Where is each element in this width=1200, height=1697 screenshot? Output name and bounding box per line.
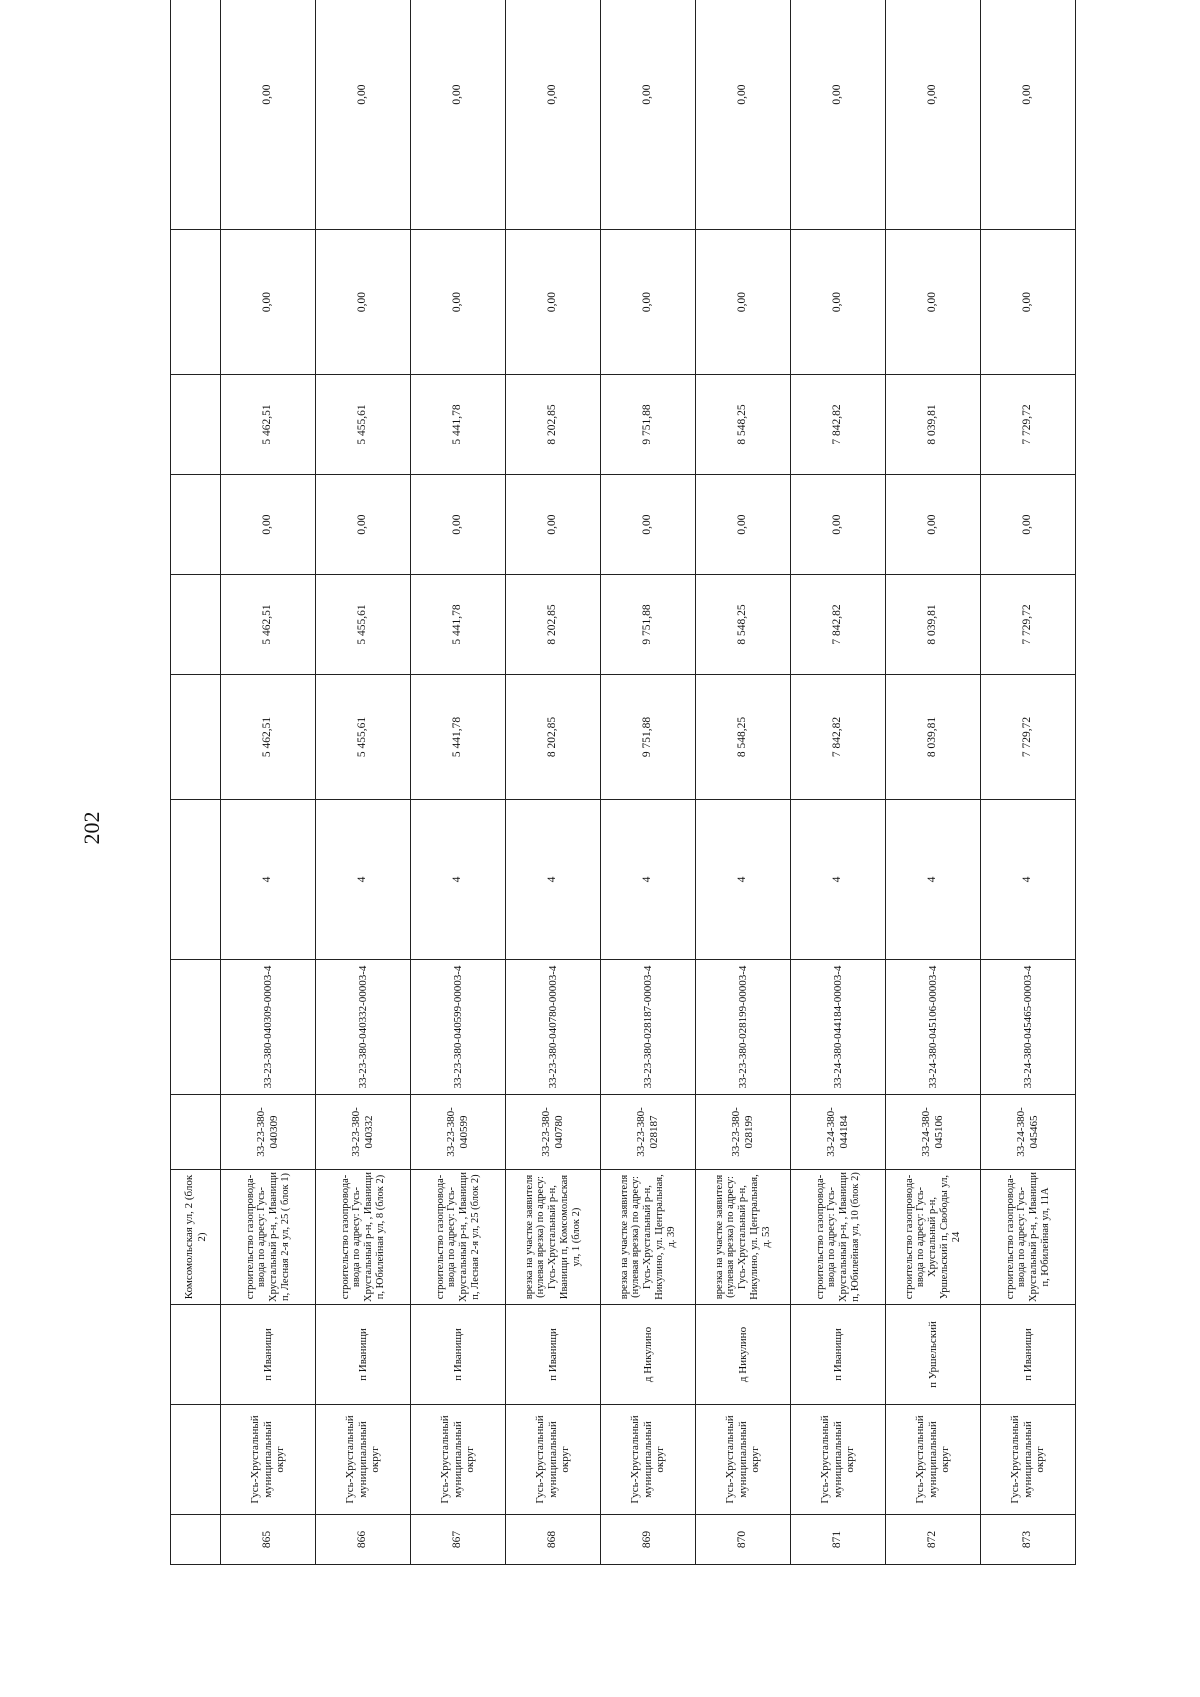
cell-settlement: п Иванищи xyxy=(506,1305,601,1405)
cell-empty xyxy=(171,475,221,575)
cell-settlement: п Уршельский xyxy=(886,1305,981,1405)
cell-municipality: Гусь-Хрустальный муниципальный округ xyxy=(981,1405,1076,1515)
cell-category: 4 xyxy=(601,800,696,960)
cell-object-code: 33-23-380-040780 xyxy=(506,1095,601,1170)
cell-value-2: 5 462,51 xyxy=(221,575,316,675)
cell-value-5: 0,00 xyxy=(791,230,886,375)
cell-settlement: п Иванищи xyxy=(981,1305,1076,1405)
cell-settlement: п Иванищи xyxy=(221,1305,316,1405)
cell-value-6: 0,00 xyxy=(221,0,316,230)
cell-row-number: 872 xyxy=(886,1515,981,1565)
cell-settlement: п Иванищи xyxy=(316,1305,411,1405)
cell-value-2: 9 751,88 xyxy=(601,575,696,675)
cell-value-5: 0,00 xyxy=(886,230,981,375)
cell-category: 4 xyxy=(791,800,886,960)
table-row xyxy=(791,0,886,1565)
cell-full-code: 33-23-380-040332-00003-4 xyxy=(316,960,411,1095)
cell-value-3: 0,00 xyxy=(601,475,696,575)
cell-empty xyxy=(171,375,221,475)
cell-value-4: 7 729,72 xyxy=(981,375,1076,475)
cell-empty xyxy=(171,1405,221,1515)
cell-row-number: 869 xyxy=(601,1515,696,1565)
cell-value-1: 5 441,78 xyxy=(411,675,506,800)
table-row xyxy=(411,0,506,1565)
cell-value-1: 5 462,51 xyxy=(221,675,316,800)
cell-category: 4 xyxy=(886,800,981,960)
cell-value-4: 5 462,51 xyxy=(221,375,316,475)
cell-settlement: п Иванищи xyxy=(411,1305,506,1405)
cell-object-code: 33-23-380-028187 xyxy=(601,1095,696,1170)
cell-empty xyxy=(171,1515,221,1565)
cell-description: Комсомольская ул, 2 (блок 2) xyxy=(171,1170,221,1305)
cell-object-code: 33-23-380-028199 xyxy=(696,1095,791,1170)
cell-description: строительство газопровода-ввода по адресу: Гусь-Хрустальный р-н, , Иванищи п, Юбилейная ул, 11А xyxy=(981,1170,1076,1305)
cell-municipality: Гусь-Хрустальный муниципальный округ xyxy=(411,1405,506,1515)
cell-category: 4 xyxy=(316,800,411,960)
cell-value-3: 0,00 xyxy=(981,475,1076,575)
rotated-table xyxy=(170,60,1090,1565)
cell-row-number: 873 xyxy=(981,1515,1076,1565)
cell-object-code: 33-23-380-040599 xyxy=(411,1095,506,1170)
table-row xyxy=(696,0,791,1565)
cell-settlement: д Никулино xyxy=(601,1305,696,1405)
cell-row-number: 868 xyxy=(506,1515,601,1565)
cell-category: 4 xyxy=(506,800,601,960)
cell-empty xyxy=(171,575,221,675)
cell-row-number: 865 xyxy=(221,1515,316,1565)
cell-description: строительство газопровода-ввода по адресу: Гусь-Хрустальный р-н, , Иванищи п, Лесная 2-я ул, 25 ( блок 1) xyxy=(221,1170,316,1305)
cell-empty xyxy=(171,1095,221,1170)
continuation-row xyxy=(171,0,221,1565)
table-container xyxy=(170,60,1090,1565)
cell-empty xyxy=(171,800,221,960)
cell-settlement: д Никулино xyxy=(696,1305,791,1405)
cell-municipality: Гусь-Хрустальный муниципальный округ xyxy=(221,1405,316,1515)
cell-category: 4 xyxy=(411,800,506,960)
cell-value-5: 0,00 xyxy=(981,230,1076,375)
cell-value-3: 0,00 xyxy=(316,475,411,575)
cell-value-3: 0,00 xyxy=(696,475,791,575)
cell-full-code: 33-23-380-040309-00003-4 xyxy=(221,960,316,1095)
cell-value-2: 8 548,25 xyxy=(696,575,791,675)
cell-value-5: 0,00 xyxy=(696,230,791,375)
cell-value-1: 8 548,25 xyxy=(696,675,791,800)
cell-value-1: 5 455,61 xyxy=(316,675,411,800)
cell-full-code: 33-24-380-045106-00003-4 xyxy=(886,960,981,1095)
cell-value-4: 8 202,85 xyxy=(506,375,601,475)
cell-value-3: 0,00 xyxy=(411,475,506,575)
cell-value-5: 0,00 xyxy=(316,230,411,375)
cell-value-4: 7 842,82 xyxy=(791,375,886,475)
cell-row-number: 866 xyxy=(316,1515,411,1565)
cell-value-2: 7 842,82 xyxy=(791,575,886,675)
cell-full-code: 33-23-380-028187-00003-4 xyxy=(601,960,696,1095)
cell-category: 4 xyxy=(981,800,1076,960)
cell-municipality: Гусь-Хрустальный муниципальный округ xyxy=(506,1405,601,1515)
cell-description: строительство газопровода-ввода по адресу: Гусь-Хрустальный р-н, , Иванищи п, Юбилейная ул, 8 (блок 2) xyxy=(316,1170,411,1305)
table-row xyxy=(221,0,316,1565)
cell-value-5: 0,00 xyxy=(506,230,601,375)
cell-municipality: Гусь-Хрустальный муниципальный округ xyxy=(696,1405,791,1515)
cell-value-5: 0,00 xyxy=(411,230,506,375)
cell-value-6: 0,00 xyxy=(981,0,1076,230)
cell-value-3: 0,00 xyxy=(221,475,316,575)
cell-value-4: 8 548,25 xyxy=(696,375,791,475)
cell-value-6: 0,00 xyxy=(316,0,411,230)
cell-full-code: 33-24-380-044184-00003-4 xyxy=(791,960,886,1095)
cell-object-code: 33-24-380-044184 xyxy=(791,1095,886,1170)
cell-row-number: 871 xyxy=(791,1515,886,1565)
cell-full-code: 33-23-380-040599-00003-4 xyxy=(411,960,506,1095)
cell-description: врезка на участке заявителя (нулевая врезка) по адресу: Гусь-Хрустальный р-н, Никулино, ул. Центральная, д. 39 xyxy=(601,1170,696,1305)
cell-municipality: Гусь-Хрустальный муниципальный округ xyxy=(601,1405,696,1515)
cell-value-3: 0,00 xyxy=(506,475,601,575)
cell-value-2: 5 441,78 xyxy=(411,575,506,675)
cell-description: строительство газопровода-ввода по адресу: Гусь-Хрустальный р-н, Уршельский п, Свободы ул, 24 xyxy=(886,1170,981,1305)
cell-empty xyxy=(171,675,221,800)
cell-municipality: Гусь-Хрустальный муниципальный округ xyxy=(316,1405,411,1515)
cell-description: строительство газопровода-ввода по адресу: Гусь-Хрустальный р-н, , Иванищи п, Лесная 2-я ул, 25 (блок 2) xyxy=(411,1170,506,1305)
cell-empty xyxy=(171,960,221,1095)
cell-value-1: 8 202,85 xyxy=(506,675,601,800)
page-number: 202 xyxy=(79,811,104,845)
cell-value-6: 0,00 xyxy=(411,0,506,230)
cell-full-code: 33-24-380-045465-00003-4 xyxy=(981,960,1076,1095)
data-table xyxy=(170,0,1076,1565)
table-row xyxy=(316,0,411,1565)
cell-full-code: 33-23-380-040780-00003-4 xyxy=(506,960,601,1095)
cell-row-number: 867 xyxy=(411,1515,506,1565)
cell-category: 4 xyxy=(696,800,791,960)
cell-value-6: 0,00 xyxy=(506,0,601,230)
cell-object-code: 33-24-380-045106 xyxy=(886,1095,981,1170)
cell-value-5: 0,00 xyxy=(601,230,696,375)
cell-value-2: 5 455,61 xyxy=(316,575,411,675)
cell-value-4: 5 455,61 xyxy=(316,375,411,475)
cell-value-1: 9 751,88 xyxy=(601,675,696,800)
cell-value-1: 7 842,82 xyxy=(791,675,886,800)
cell-empty xyxy=(171,230,221,375)
cell-settlement: п Иванищи xyxy=(791,1305,886,1405)
table-row xyxy=(981,0,1076,1565)
cell-value-3: 0,00 xyxy=(791,475,886,575)
cell-value-2: 7 729,72 xyxy=(981,575,1076,675)
cell-full-code: 33-23-380-028199-00003-4 xyxy=(696,960,791,1095)
cell-municipality: Гусь-Хрустальный муниципальный округ xyxy=(886,1405,981,1515)
cell-row-number: 870 xyxy=(696,1515,791,1565)
cell-value-6: 0,00 xyxy=(886,0,981,230)
table-row xyxy=(506,0,601,1565)
table-row xyxy=(886,0,981,1565)
cell-municipality: Гусь-Хрустальный муниципальный округ xyxy=(791,1405,886,1515)
cell-description: строительство газопровода-ввода по адресу: Гусь-Хрустальный р-н, , Иванищи п, Юбилейная ул, 10 (блок 2) xyxy=(791,1170,886,1305)
cell-empty xyxy=(171,0,221,230)
cell-value-2: 8 202,85 xyxy=(506,575,601,675)
cell-value-5: 0,00 xyxy=(221,230,316,375)
cell-value-1: 7 729,72 xyxy=(981,675,1076,800)
table-row xyxy=(601,0,696,1565)
cell-object-code: 33-23-380-040309 xyxy=(221,1095,316,1170)
cell-value-4: 9 751,88 xyxy=(601,375,696,475)
cell-value-3: 0,00 xyxy=(886,475,981,575)
cell-object-code: 33-23-380-040332 xyxy=(316,1095,411,1170)
cell-value-2: 8 039,81 xyxy=(886,575,981,675)
cell-value-4: 5 441,78 xyxy=(411,375,506,475)
cell-value-1: 8 039,81 xyxy=(886,675,981,800)
cell-value-6: 0,00 xyxy=(601,0,696,230)
cell-description: врезка на участке заявителя (нулевая врезка) по адресу: Гусь-Хрустальный р-н, Иванищи п, Комсомольская ул, 1 (блок 2) xyxy=(506,1170,601,1305)
cell-value-6: 0,00 xyxy=(791,0,886,230)
cell-value-6: 0,00 xyxy=(696,0,791,230)
cell-empty xyxy=(171,1305,221,1405)
cell-description: врезка на участке заявителя (нулевая врезка) по адресу: Гусь-Хрустальный р-н, Никулино, ул. Центральная, д. 53 xyxy=(696,1170,791,1305)
cell-value-4: 8 039,81 xyxy=(886,375,981,475)
cell-category: 4 xyxy=(221,800,316,960)
cell-object-code: 33-24-380-045465 xyxy=(981,1095,1076,1170)
